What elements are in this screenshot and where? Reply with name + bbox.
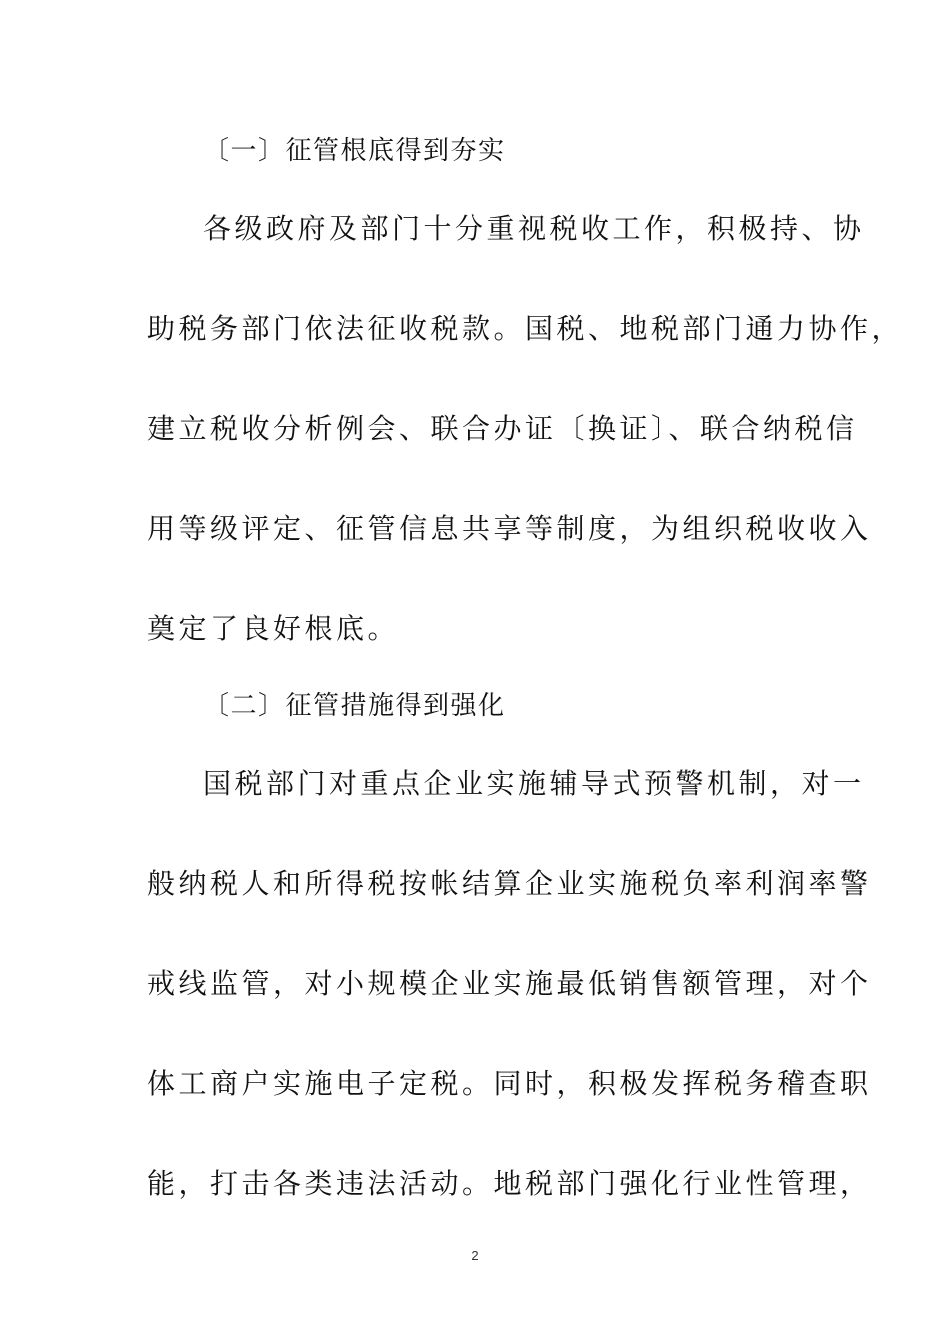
section-heading-2: 〔二〕征管措施得到强化 (203, 691, 506, 721)
paragraph-line: 体工商户实施电子定税。同时，积极发挥税务稽查职 (147, 1067, 872, 1100)
page-number: 2 (471, 1248, 479, 1263)
paragraph-line: 戒线监管，对小规模企业实施最低销售额管理，对个 (147, 967, 872, 1000)
paragraph-line: 能，打击各类违法活动。地税部门强化行业性管理， (147, 1167, 872, 1200)
paragraph-line: 用等级评定、征管信息共享等制度，为组织税收收入 (147, 512, 872, 545)
paragraph-line: 国税部门对重点企业实施辅导式预警机制，对一 (203, 767, 865, 800)
section-heading-1: 〔一〕征管根底得到夯实 (203, 136, 506, 166)
paragraph-line: 奠定了良好根底。 (147, 612, 400, 645)
paragraph-line: 各级政府及部门十分重视税收工作，积极持、协 (203, 212, 865, 245)
paragraph-line: 般纳税人和所得税按帐结算企业实施税负率利润率警 (147, 867, 872, 900)
paragraph-line: 建立税收分析例会、联合办证〔换证〕、联合纳税信 (147, 412, 858, 445)
paragraph-line: 助税务部门依法征收税款。国税、地税部门通力协作， (147, 312, 904, 345)
